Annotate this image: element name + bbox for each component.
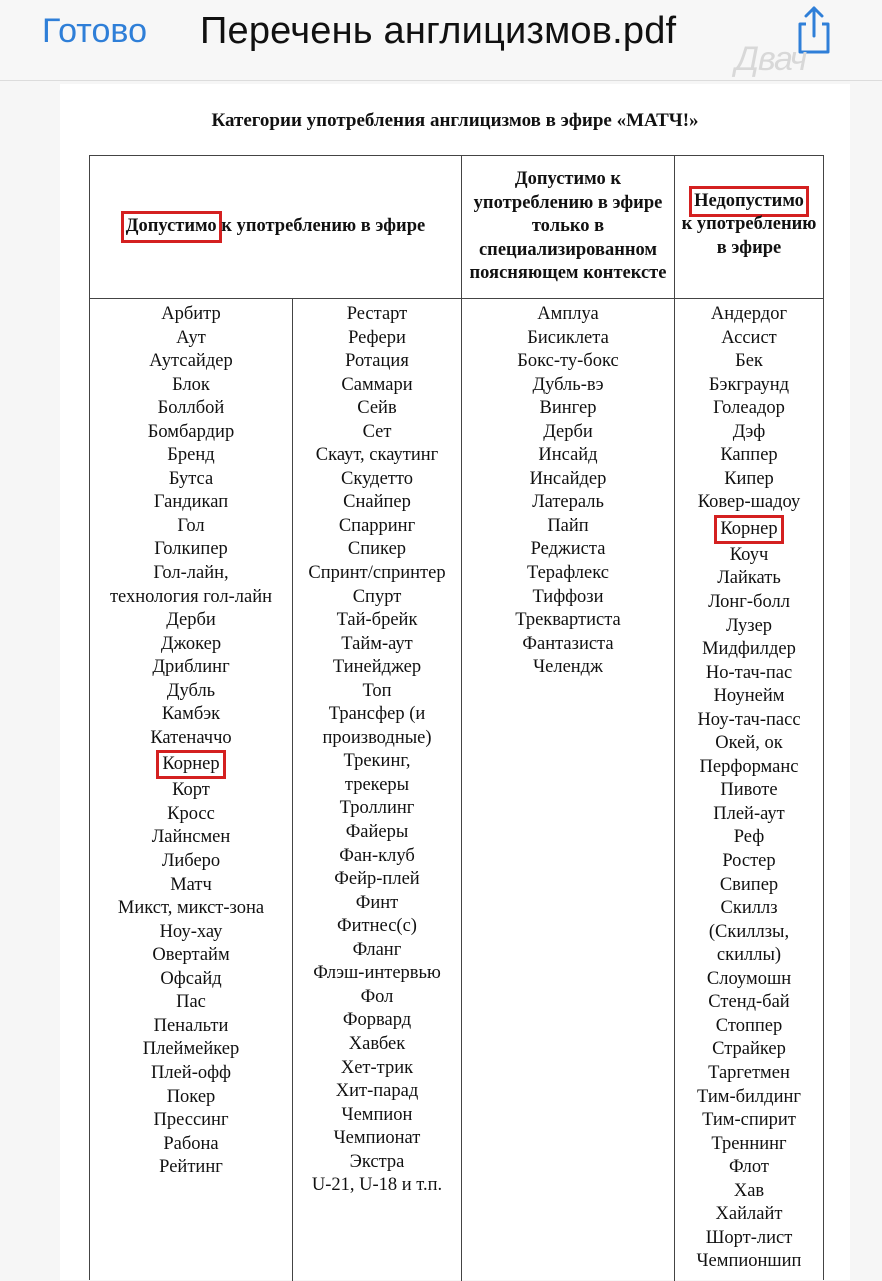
term-cell: Стенд-бай (708, 992, 790, 1013)
term-cell: технология гол-лайн (109, 586, 273, 607)
term-cell: Сет (362, 421, 392, 442)
column-specialized (462, 303, 674, 680)
term-cell: Фан-клуб (339, 845, 415, 866)
term-cell: Дриблинг (152, 657, 230, 678)
term-cell: Арбитр (161, 304, 221, 324)
term-cell: Инсайд (538, 445, 598, 466)
term-cell: Спикер (347, 539, 407, 560)
term-cell: Скаут, скаутинг (315, 445, 439, 466)
term-cell: Хит-парад (335, 1081, 419, 1102)
header-specialized (462, 156, 674, 298)
term-cell: трекеры (344, 774, 410, 795)
term-cell: Бисиклета (527, 327, 609, 348)
term-cell: Тай-брейк (336, 610, 418, 631)
document-title: Перечень англицизмов.pdf (200, 10, 677, 52)
term-cell: Лайкать (717, 568, 781, 589)
term-cell: Бек (735, 351, 763, 372)
term-cell: Дубль-вэ (532, 374, 604, 395)
term-cell (90, 750, 292, 779)
term-cell: Ноу-тач-пасс (697, 709, 801, 730)
term-cell: Андердог (710, 304, 788, 324)
term-cell: Пас (176, 992, 206, 1013)
term-cell: Чемпион (341, 1104, 413, 1125)
term-cell: Хет-трик (340, 1057, 414, 1078)
highlighted-term: Корнер (714, 515, 783, 544)
term-cell: Дубль (166, 680, 216, 701)
term-cell: Треквартиста (515, 610, 621, 631)
term-cell: Тим-билдинг (697, 1086, 801, 1107)
doc-heading: Категории употребления англицизмов в эфире «МАТЧ!» (211, 110, 699, 131)
term-cell: Фейр-плей (334, 869, 420, 890)
term-cell: Офсайд (160, 968, 222, 989)
term-cell: Гол (177, 515, 205, 536)
term-cell: Дерби (543, 421, 593, 442)
term-cell: Ассист (721, 327, 777, 348)
highlighted-term: Корнер (156, 750, 225, 779)
term-cell: Плеймейкер (142, 1039, 240, 1060)
term-cell: Саммари (341, 374, 413, 395)
term-cell: Катеначчо (150, 727, 232, 748)
term-cell: Лузер (725, 615, 773, 636)
term-cell: Реджиста (530, 539, 606, 560)
term-cell: Тиффози (532, 586, 604, 607)
column-allowed-1 (90, 303, 292, 1180)
term-cell: Сейв (357, 398, 397, 419)
term-cell: Рестарт (346, 304, 408, 324)
term-cell: Спринт/спринтер (308, 563, 446, 584)
term-cell: (Скиллзы, (708, 921, 790, 942)
term-cell: Тинейджер (332, 657, 422, 678)
column-allowed-2 (293, 303, 461, 1198)
term-cell: Лайнсмен (151, 827, 231, 848)
term-cell: Блок (172, 374, 210, 395)
term-cell: Фантазиста (522, 633, 614, 654)
header-allowed-rest: к употреблению в эфире (216, 216, 426, 237)
term-cell: Вингер (539, 398, 597, 419)
term-cell: Треннинг (711, 1133, 787, 1154)
term-cell: Окей, ок (715, 733, 783, 754)
term-cell: Либеро (161, 851, 221, 872)
term-cell: Дерби (166, 610, 216, 631)
term-cell: Плей-офф (151, 1062, 231, 1083)
term-cell: Камбэк (161, 704, 221, 725)
term-cell: Аутсайдер (149, 351, 233, 372)
term-cell: Гол-лайн, (153, 563, 229, 584)
term-cell: Каппер (720, 445, 778, 466)
term-cell: Флэш-интервью (313, 963, 441, 984)
term-cell: Бренд (167, 445, 215, 466)
term-cell: Коуч (729, 544, 769, 565)
term-cell: Топ (362, 680, 392, 701)
term-cell: Хав (733, 1180, 765, 1201)
term-cell: Кипер (724, 468, 774, 489)
term-cell: Скиллз (720, 898, 778, 919)
term-cell: Прессинг (153, 1110, 229, 1131)
term-cell: Форвард (342, 1010, 412, 1031)
term-cell: Трансфер (и (328, 704, 426, 725)
term-cell: Голкипер (154, 539, 228, 560)
term-cell: Плей-аут (713, 803, 785, 824)
header-allowed (90, 156, 461, 298)
term-cell: Реф (733, 827, 765, 848)
term-cell: Дэф (732, 421, 766, 442)
column-forbidden (675, 303, 823, 1274)
term-cell: Корт (172, 780, 210, 801)
term-cell: Трекинг, (343, 751, 411, 772)
term-cell: Ковер-шадоу (697, 492, 801, 513)
term-cell: Амплуа (537, 304, 599, 324)
term-cell: Ротация (345, 351, 409, 372)
term-cell: Стоппер (715, 1015, 783, 1036)
term-cell: Финт (355, 892, 399, 913)
nav-bar (0, 0, 882, 81)
term-cell: Хайлайт (715, 1204, 783, 1225)
term-cell: Покер (166, 1086, 216, 1107)
term-cell: Джокер (160, 633, 222, 654)
term-cell: Перформанс (699, 756, 799, 777)
header-forbidden (675, 156, 823, 298)
term-cell: Бэкграунд (708, 374, 790, 395)
term-cell: Голеадор (713, 398, 785, 419)
highlight-allowed: Допустимо (121, 211, 222, 243)
term-cell: Мидфилдер (702, 639, 796, 660)
header-specialized-text: Допустимо к употреблению в эфире только в специализированном поясняющем контексте (469, 169, 667, 284)
term-cell: Инсайдер (529, 468, 607, 489)
term-cell: Боллбой (157, 398, 225, 419)
term-cell: Аут (176, 327, 206, 348)
term-cell: Шорт-лист (705, 1227, 793, 1248)
term-cell: Фитнес(с) (337, 916, 417, 937)
header-forbidden-rest: к употреблению в эфире (681, 214, 817, 258)
term-cell: Спарринг (338, 515, 416, 536)
term-cell: Слоумошн (706, 968, 792, 989)
term-cell (675, 515, 823, 544)
header-divider (90, 298, 823, 299)
anglicisms-table (89, 155, 824, 1280)
highlight-forbidden: Недопустимо (689, 186, 809, 218)
term-cell: U-21, U-18 и т.п. (311, 1175, 443, 1196)
term-cell: Микст, микст-зона (117, 898, 265, 919)
term-cell: Страйкер (712, 1039, 786, 1060)
term-cell: Рефери (348, 327, 406, 348)
term-cell: Но-тач-пас (705, 662, 793, 683)
term-cell: Файеры (345, 822, 409, 843)
term-cell: производные) (322, 727, 432, 748)
term-cell: Экстра (349, 1151, 405, 1172)
term-cell: Спурт (352, 586, 402, 607)
term-cell: Матч (170, 874, 212, 895)
term-cell: Снайпер (343, 492, 411, 513)
term-cell: Гандикап (153, 492, 229, 513)
term-cell: Овертайм (152, 945, 230, 966)
term-cell: Троллинг (339, 798, 415, 819)
term-cell: Бомбардир (147, 421, 235, 442)
term-cell: Бокс-ту-бокс (517, 351, 619, 372)
term-cell: Пенальти (153, 1015, 229, 1036)
term-cell: Чемпионшип (696, 1251, 802, 1272)
term-cell: Фланг (352, 939, 402, 960)
term-cell: Фол (360, 986, 394, 1007)
term-cell: Терафлекс (527, 563, 609, 584)
term-cell: Пайп (547, 515, 589, 536)
term-cell: Рабона (163, 1133, 219, 1154)
term-cell: Хавбек (348, 1033, 406, 1054)
term-cell: Бутса (168, 468, 214, 489)
term-cell: Ростер (722, 851, 776, 872)
term-cell: Таргетмен (708, 1062, 790, 1083)
term-cell: Тайм-аут (341, 633, 413, 654)
term-cell: Рейтинг (159, 1157, 223, 1178)
done-button[interactable]: Готово (42, 12, 147, 50)
term-cell: Ноу-хау (159, 921, 223, 942)
term-cell: Флот (728, 1157, 770, 1178)
term-cell: Пивоте (720, 780, 778, 801)
watermark: Двач (735, 40, 807, 78)
term-cell: Челендж (533, 657, 603, 678)
term-cell: Чемпионат (333, 1128, 421, 1149)
term-cell: Латераль (532, 492, 604, 513)
term-cell: Кросс (167, 803, 215, 824)
pdf-page (60, 84, 850, 1280)
term-cell: скиллы) (716, 945, 782, 966)
term-cell: Тим-спирит (702, 1110, 796, 1131)
term-cell: Свипер (719, 874, 779, 895)
term-cell: Скудетто (341, 468, 413, 489)
term-cell: Лонг-болл (708, 592, 790, 613)
term-cell: Ноунейм (713, 686, 785, 707)
